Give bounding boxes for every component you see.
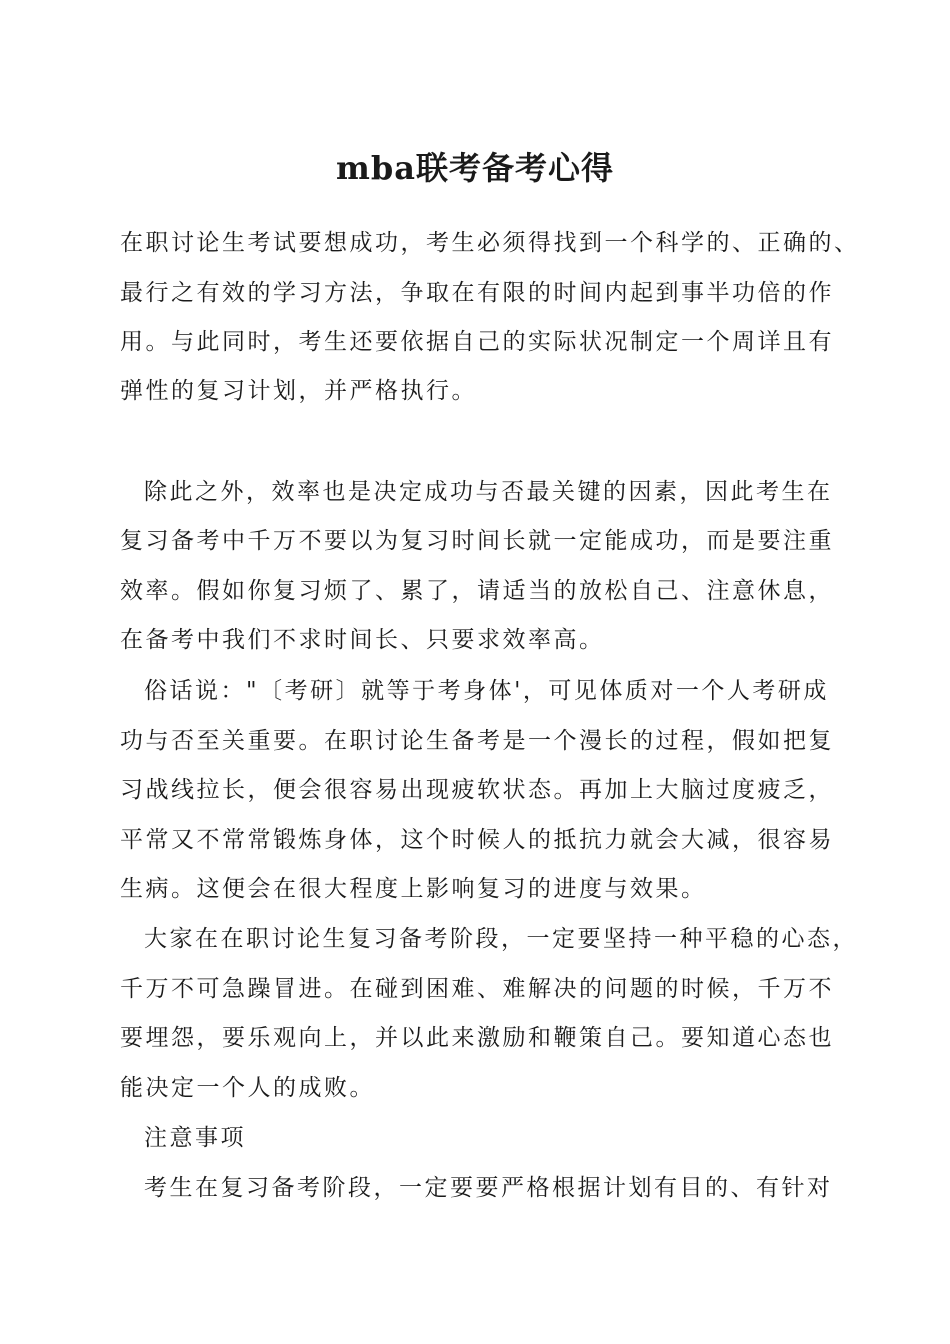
paragraph-line: 除此之外，效率也是决定成功与否最关键的因素，因此考生在	[144, 479, 833, 505]
paragraph-line: 用。与此同时，考生还要依据自己的实际状况制定一个周详且有	[120, 329, 834, 355]
paragraph-line: 大家在在职讨论生复习备考阶段，一定要坚持一种平稳的心态，	[144, 926, 858, 952]
paragraph-line: 俗话说："〔考研〕就等于考身体'，可见体质对一个人考研成	[144, 678, 829, 704]
paragraph-line: 要埋怨，要乐观向上，并以此来激励和鞭策自己。要知道心态也	[120, 1025, 834, 1051]
paragraph-line: 在备考中我们不求时间长、只要求效率高。	[120, 627, 605, 653]
paragraph-line: 功与否至关重要。在职讨论生备考是一个漫长的过程，假如把复	[120, 728, 834, 754]
paragraph-line: 考生在复习备考阶段，一定要要严格根据计划有目的、有针对	[144, 1175, 833, 1201]
paragraph-line: 复习备考中千万不要以为复习时间长就一定能成功，而是要注重	[120, 528, 834, 554]
paragraph-line: 习战线拉长，便会很容易出现疲软状态。再加上大脑过度疲乏，	[120, 777, 834, 803]
section-heading: 注意事项	[144, 1125, 246, 1151]
paragraph-line: 最行之有效的学习方法，争取在有限的时间内起到事半功倍的作	[120, 280, 834, 306]
paragraph-line: 平常又不常常锻炼身体，这个时候人的抵抗力就会大减，很容易	[120, 827, 834, 853]
paragraph-line: 千万不可急躁冒进。在碰到困难、难解决的问题的时候，千万不	[120, 976, 834, 1002]
document-title: mba联考备考心得	[336, 149, 614, 187]
paragraph-line: 效率。假如你复习烦了、累了，请适当的放松自己、注意休息，	[120, 578, 834, 604]
paragraph-line: 在职讨论生考试要想成功，考生必须得找到一个科学的、正确的、	[120, 230, 860, 256]
paragraph-line: 弹性的复习计划，并严格执行。	[120, 378, 477, 404]
paragraph-line: 能决定一个人的成败。	[120, 1075, 375, 1101]
paragraph-line: 生病。这便会在很大程度上影响复习的进度与效果。	[120, 876, 707, 902]
